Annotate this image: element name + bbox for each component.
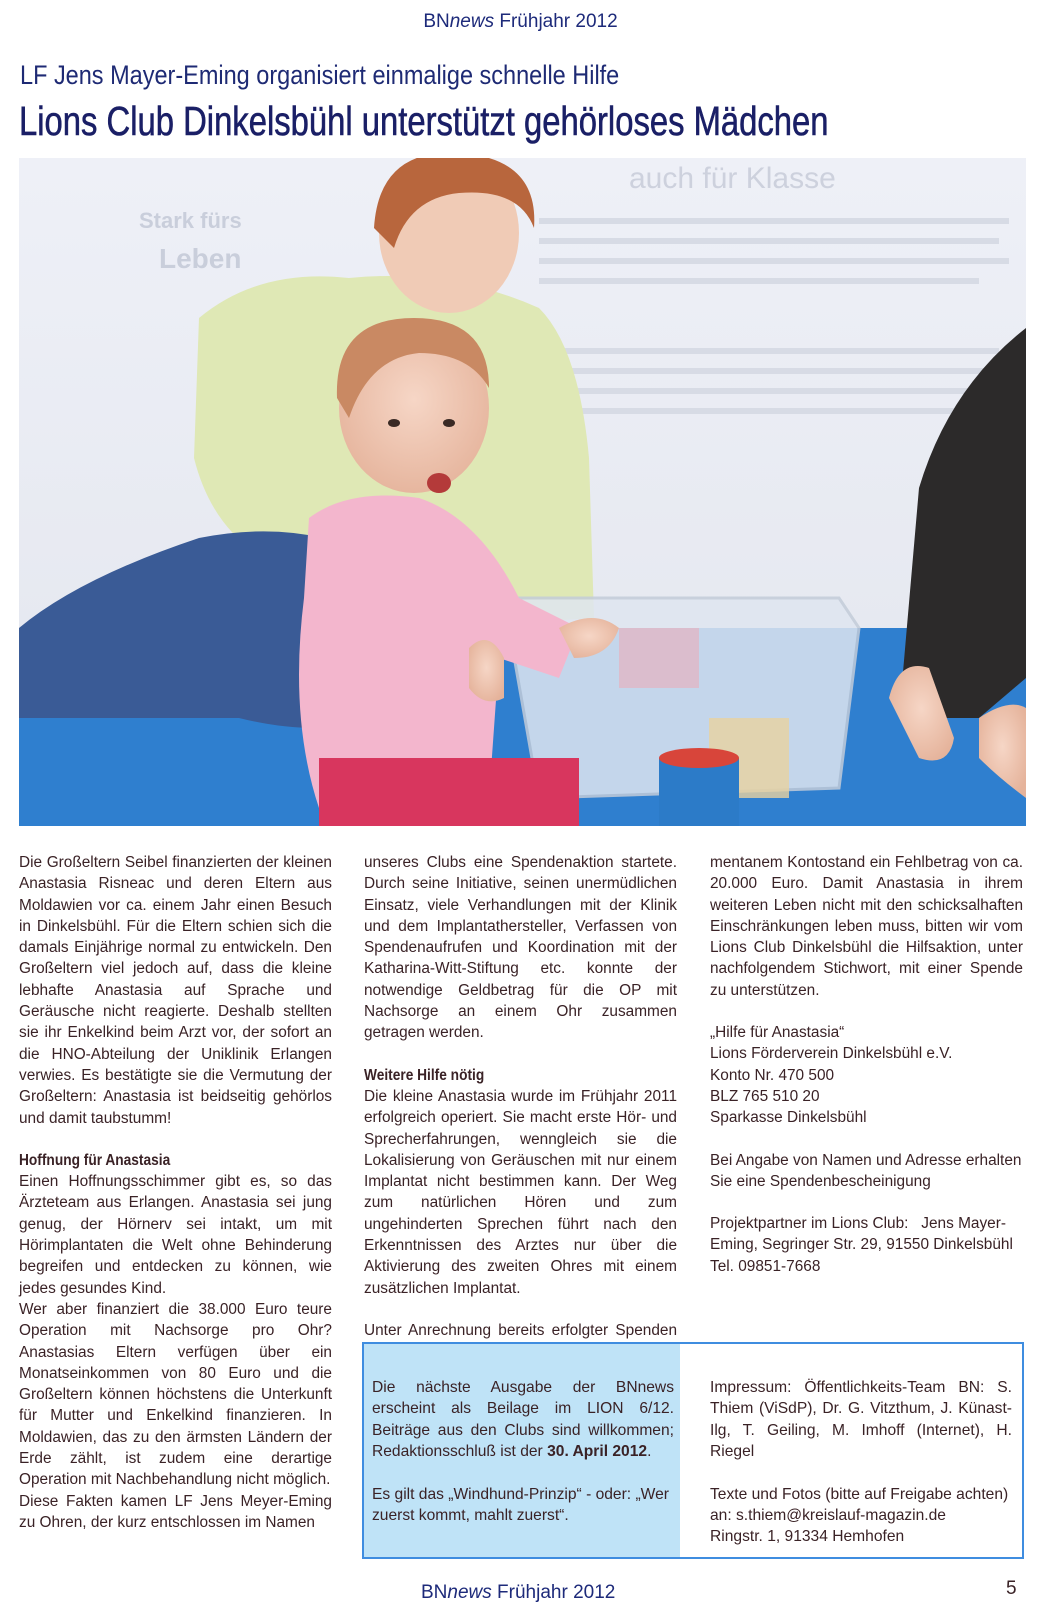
info-box [362,1342,1024,1559]
brand-bn: BN [423,11,450,32]
running-header [0,11,1041,33]
contact-phone: Tel. 09851-7668 [710,1257,821,1275]
issue-label: Frühjahr 2012 [499,11,618,32]
column2-para1: unseres Clubs eine Spendenaktion startete. Durch seine Initiative, seinen unermüdlichen Einsatz, viele Verhandlungen mit der Klinik und dem Implantathersteller, Verfassen von Spendenaufrufen und Koordination mit der Katharina-Witt-Stiftung etc. konnte der notwendige Geldbetrag für die OP mit Nachsorge an einem Ohr zusammen getragen werden. [364,854,677,1042]
next-issue-text [372,1377,674,1463]
poster-text-1: Stark fürs [139,208,242,233]
donation-bank: Sparkasse Dinkelsbühl [710,1109,867,1127]
column1-para4: Diese Fakten kamen LF Jens Meyer-Eming zu Ohren, der kurz entschlossen im Namen [19,1492,332,1531]
contact-line [710,1213,1023,1256]
donation-blz: BLZ 765 510 20 [710,1087,820,1105]
article-photo [19,158,1026,826]
poster-text-2: Leben [159,243,242,274]
deadline-date: 30. April 2012 [547,1443,648,1461]
donation-account: Konto Nr. 470 500 [710,1066,835,1084]
article-headline: Lions Club Dinkelsbühl unterstützt gehörloses Mädchen [19,98,829,144]
column1-intro: Die Großeltern Seibel finanzierten der kleinen Anastasia Risneac und deren Eltern aus Moldawien vor ca. einem Jahr einen Besuch in Dinkelsbühl. Für die Eltern schien sich die damals Einjährige normal zu entwickeln. Den Großeltern viel jedoch auf, dass die kleine lebhafte Anastasia auf Sprache und Geräusche nicht reagierte. Deshalb stellten sie ihr Enkelkind beim Arzt vor, der sofort an die HNO-Abteilung der Uniklinik Erlangen verwies. Es bestätigte sie die Vermutung der Großeltern: Anastasia ist beidseitig gehörlos und damit taubstumm! [19,854,332,1127]
column3-para1: mentanem Kontostand ein Fehlbetrag von ca. 20.000 Euro. Damit Anastasia in ihrem weiteren Leben nicht mit den schicksalhaften Einschränkungen leben muss, bitten wir vom Lions Club Dinkelsbühl die Hilfsaktion, unter nachfolgendem Stichwort, mit einer Spende zu unterstützen. [710,854,1023,999]
page-number: 5 [1006,1578,1017,1599]
article-column-2 [364,852,677,1363]
contact-name-address: Jens Mayer-Eming, Segringer Str. 29, 91550 Dinkelsbühl [710,1215,1013,1254]
poster-text-3: auch für Klasse [629,162,836,195]
windhund-rule: Es gilt das „Windhund-Prinzip“ - oder: „Wer zuerst kommt, mahlt zuerst“. [372,1485,669,1525]
column2-para2: Die kleine Anastasia wurde im Frühjahr 2011 erfolgreich operiert. Sie macht erste Hör- und Sprecherfahrungen, wenngleich sie die Lokalisierung von Geräuschen mit nur einem Implantat nicht bestimmen kann. Der Weg zum natürlichen Hören und zum ungehinderten Sprechen führt nach den Erkenntnissen des Arztes nur über die Aktivierung des zweiten Ohres mit einem zusätzlichen Implantat. [364,1087,677,1297]
submissions-text: Texte und Fotos (bitte auf Freigabe achten) an: s.thiem@kreislauf-magazin.de [710,1485,1009,1525]
contact-label: Projektpartner im Lions Club: [710,1215,909,1233]
column1-para2: Einen Hoffnungsschimmer gibt es, so das Ärzteteam aus Erlangen. Anastasia sei jung genug, der Hörnerv sei intakt, um mit Hörimplantaten die Welt ohne Behinderung begreifen und entdecken zu können, wie jedes gesundes Kind. [19,1173,332,1297]
subhead-weitere-hilfe: Weitere Hilfe nötig [364,1066,485,1084]
impressum-address: Ringstr. 1, 91334 Hemhofen [710,1528,905,1546]
article-column-1 [19,852,332,1533]
donation-recipient: Lions Förderverein Dinkelsbühl e.V. [710,1045,953,1063]
photo-mother-child-icon [19,158,1026,826]
donation-keyword: „Hilfe für Anastasia“ [710,1024,845,1042]
impressum-block [710,1377,1012,1548]
footer-brand-news: news [447,1582,492,1603]
bank-details [710,1022,1023,1277]
next-issue-body: Die nächste Ausgabe der BNnews erscheint als Beilage im LION 6/12. Beiträge aus den Clubs sind willkommen; Redaktionsschluß ist der [372,1379,674,1461]
impressum-text: Impressum: Öffentlichkeits-Team BN: S. Thiem (ViSdP), Dr. G. Vitzthum, J. Künast-Ilg, T. Geiling, M. Imhoff (Internet), H. Riegel [710,1379,1012,1461]
brand-news: news [449,11,495,32]
receipt-note: Bei Angabe von Namen und Adresse erhalten Sie eine Spendenbescheinigung [710,1151,1022,1190]
running-footer [421,1582,615,1604]
column2-para3: Unter Anrechnung bereits erfolgter Spenden [364,1321,677,1339]
footer-issue: Frühjahr 2012 [497,1582,616,1603]
column1-para3: Wer aber finanziert die 38.000 Euro teure Operation mit Nachsorge pro Ohr? Anastasias Eltern verfügen über ein Monatseinkommen von 80 Euro und die Großeltern können höchstens die Unterkunft für Mutter und Enkelkind finanzieren. In Moldawien, das zu den ärmsten Ländern der Erde zählt, ist zudem eine derartige Operation mit Nachbehandlung nicht möglich. [19,1300,332,1489]
deadline-period: . [647,1443,652,1461]
article-column-3 [710,852,1023,1277]
footer-brand-bn: BN [421,1582,448,1603]
next-issue-notice [372,1377,674,1526]
article-kicker: LF Jens Mayer-Eming organisiert einmalige schnelle Hilfe [20,60,620,90]
subhead-hoffnung: Hoffnung für Anastasia [19,1151,171,1169]
